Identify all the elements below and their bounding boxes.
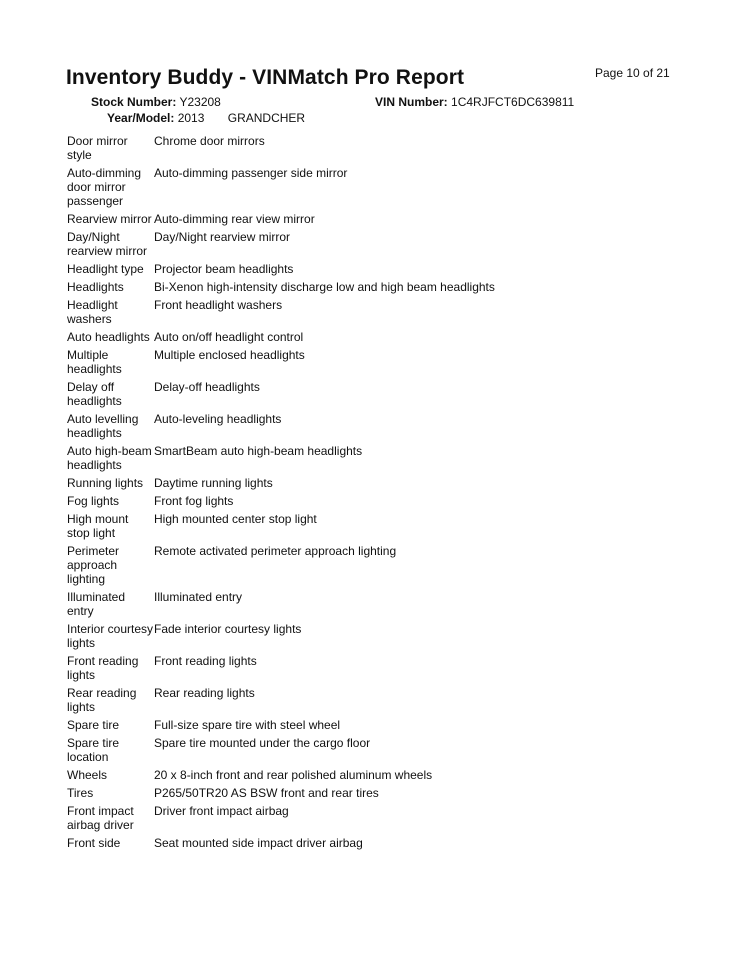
spec-value: Bi-Xenon high-intensity discharge low and high beam headlights (154, 280, 495, 294)
spec-label: Auto headlights (67, 330, 150, 344)
spec-value: Seat mounted side impact driver airbag (154, 836, 363, 850)
spec-label: Auto-dimming door mirror passenger (67, 166, 142, 208)
spec-row (67, 718, 707, 732)
spec-value: 20 x 8-inch front and rear polished aluminum wheels (154, 768, 433, 782)
spec-value: Multiple enclosed headlights (154, 348, 305, 362)
spec-row (67, 230, 707, 258)
spec-value: Delay-off headlights (154, 380, 260, 394)
spec-row (67, 476, 707, 490)
spec-value: SmartBeam auto high-beam headlights (154, 444, 363, 458)
page-number: Page 10 of 21 (595, 66, 670, 80)
spec-row (67, 544, 707, 586)
spec-label: Auto levelling headlights (67, 412, 139, 440)
vin-number-value: 1C4RJFCT6DC639811 (451, 95, 575, 109)
spec-row (67, 786, 707, 800)
spec-row (67, 134, 707, 162)
year-value: 2013 (177, 111, 205, 125)
spec-value: Auto on/off headlight control (154, 330, 304, 344)
spec-row (67, 166, 707, 208)
spec-row (67, 736, 707, 764)
spec-row (67, 298, 707, 326)
spec-value: High mounted center stop light (154, 512, 317, 526)
spec-row (67, 262, 707, 276)
spec-value: Front reading lights (154, 654, 257, 668)
spec-value: Full-size spare tire with steel wheel (154, 718, 341, 732)
spec-label: Headlight washers (67, 298, 118, 326)
spec-value: Fade interior courtesy lights (154, 622, 302, 636)
spec-label: Multiple headlights (67, 348, 122, 376)
spec-value: Projector beam headlights (154, 262, 294, 276)
spec-label: Spare tire (67, 718, 120, 732)
spec-row (67, 836, 707, 850)
spec-value: Driver front impact airbag (154, 804, 289, 818)
spec-label: Rearview mirror (67, 212, 152, 226)
spec-value: P265/50TR20 AS BSW front and rear tires (154, 786, 379, 800)
spec-label: Fog lights (67, 494, 120, 508)
spec-row (67, 380, 707, 408)
spec-value: Day/Night rearview mirror (154, 230, 291, 244)
spec-label: Headlights (67, 280, 124, 294)
spec-label: Door mirror style (67, 134, 128, 162)
spec-label: Headlight type (67, 262, 144, 276)
spec-value: Illuminated entry (154, 590, 243, 604)
spec-label: Wheels (67, 768, 108, 782)
spec-label: Auto high-beam headlights (67, 444, 152, 472)
spec-value: Rear reading lights (154, 686, 255, 700)
stock-number (91, 95, 221, 109)
spec-value: Chrome door mirrors (154, 134, 265, 148)
vin-number-label: VIN Number: (375, 95, 448, 109)
spec-row (67, 348, 707, 376)
spec-row (67, 512, 707, 540)
spec-label: Perimeter approach lighting (67, 544, 120, 586)
spec-row (67, 212, 707, 226)
year-model (107, 111, 305, 125)
spec-value: Front fog lights (154, 494, 234, 508)
spec-row (67, 768, 707, 782)
spec-row (67, 686, 707, 714)
stock-number-label: Stock Number: (91, 95, 177, 109)
year-model-label: Year/Model: (107, 111, 175, 125)
spec-row (67, 590, 707, 618)
spec-value: Auto-dimming rear view mirror (154, 212, 315, 226)
spec-row (67, 494, 707, 508)
spec-label: Front impact airbag driver (67, 804, 134, 832)
spec-value: Spare tire mounted under the cargo floor (154, 736, 371, 750)
spec-label: Front reading lights (67, 654, 139, 682)
spec-value: Auto-dimming passenger side mirror (154, 166, 348, 180)
report-title: Inventory Buddy - VINMatch Pro Report (66, 66, 465, 89)
spec-label: Spare tire location (67, 736, 120, 764)
spec-label: Interior courtesy lights (67, 622, 154, 650)
spec-value: Auto-leveling headlights (154, 412, 282, 426)
spec-label: Illuminated entry (67, 590, 126, 618)
spec-row (67, 654, 707, 682)
spec-row (67, 280, 707, 294)
vin-number (375, 95, 574, 109)
spec-table (67, 134, 707, 854)
spec-value: Daytime running lights (154, 476, 273, 490)
spec-row (67, 412, 707, 440)
spec-label: Running lights (67, 476, 144, 490)
model-value: GRANDCHER (227, 111, 306, 125)
spec-label: Front side (67, 836, 121, 850)
spec-label: Delay off headlights (67, 380, 122, 408)
spec-row (67, 330, 707, 344)
spec-label: Day/Night rearview mirror (67, 230, 148, 258)
spec-value: Remote activated perimeter approach lighting (154, 544, 397, 558)
spec-label: High mount stop light (67, 512, 129, 540)
stock-number-value: Y23208 (179, 95, 221, 109)
spec-value: Front headlight washers (154, 298, 283, 312)
spec-row (67, 804, 707, 832)
spec-label: Rear reading lights (67, 686, 137, 714)
spec-label: Tires (67, 786, 94, 800)
spec-row (67, 444, 707, 472)
spec-row (67, 622, 707, 650)
